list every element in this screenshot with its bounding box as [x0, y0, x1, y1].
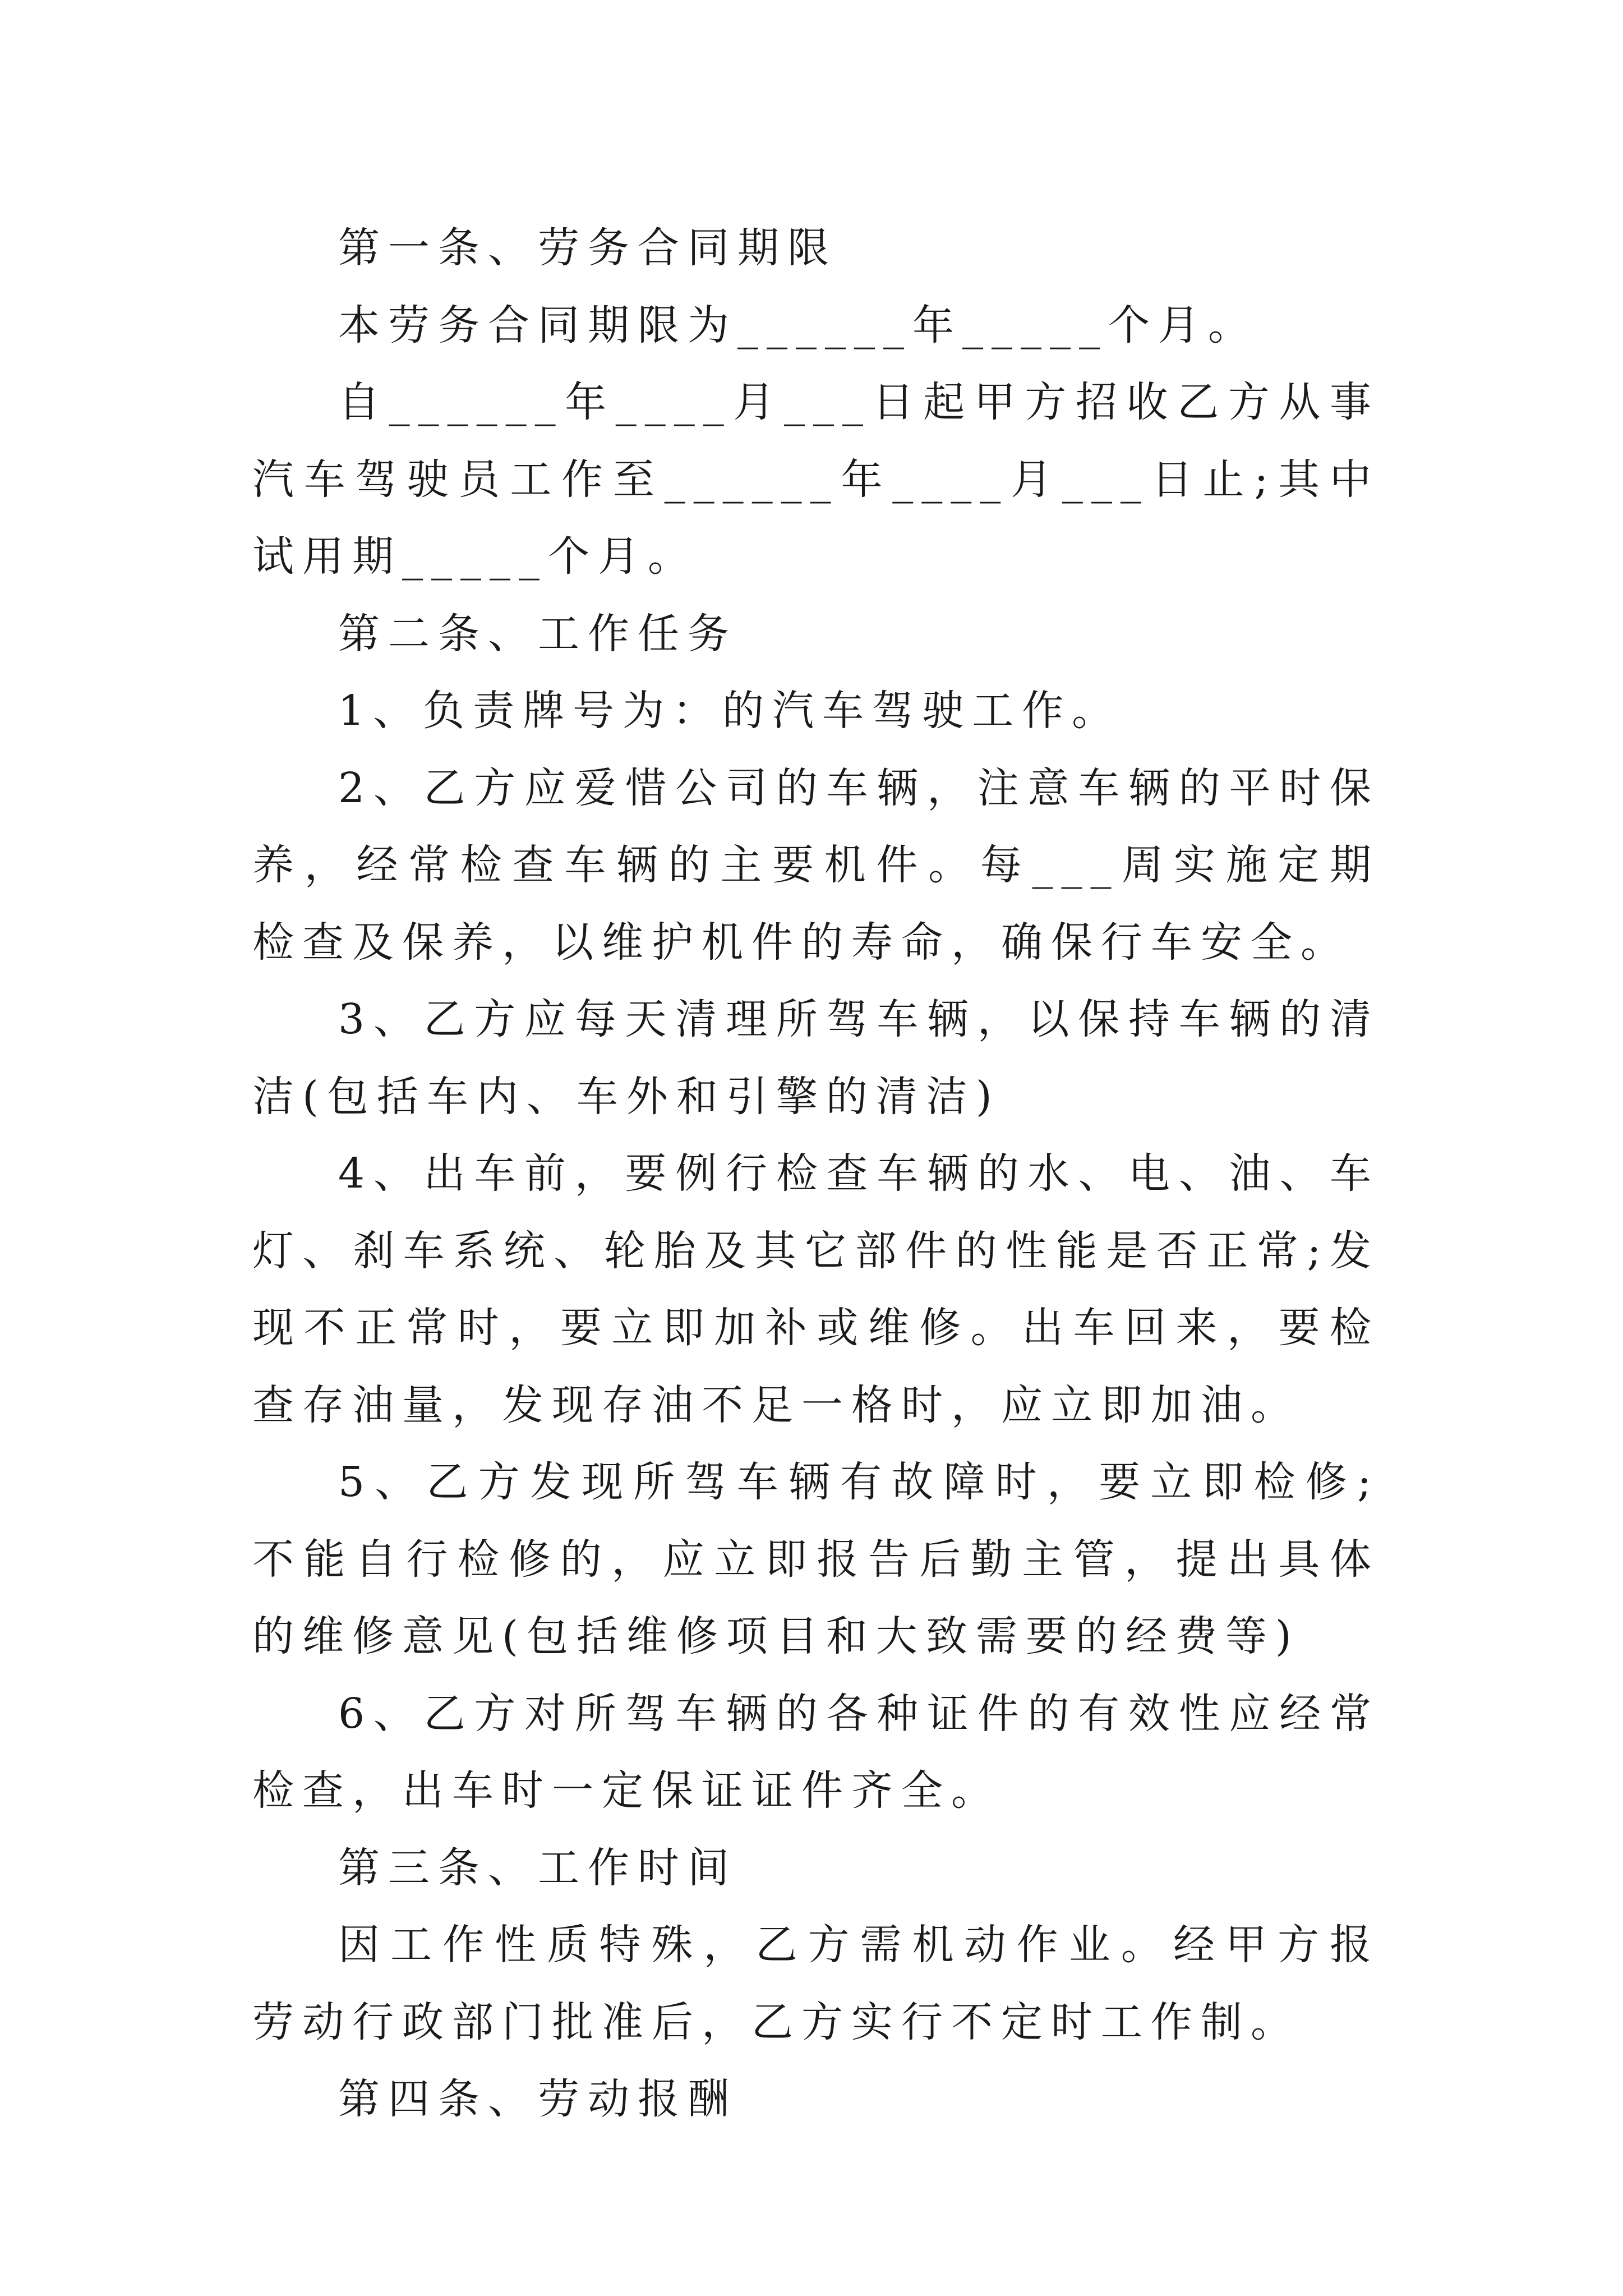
paragraph-term-length: 本劳务合同期限为______年_____个月。: [338, 301, 1258, 349]
duty-item-3: 3、乙方应每天清理所驾车辆，以保持车辆的清洁(包括车内、车外和引擎的清洁): [252, 995, 1380, 1121]
section-heading-hours: 第三条、工作时间: [338, 1843, 737, 1892]
duty-item-1: 1、负责牌号为：的汽车驾驶工作。: [338, 687, 1122, 735]
duty-item-4: 4、出车前，要例行检查车辆的水、电、油、车灯、刹车系统、轮胎及其它部件的性能是否正常;发现不正常时，要立即加补或维修。出车回来，要检查存油量，发现存油不足一格时，应立即加油。: [252, 1149, 1380, 1429]
duty-item-5: 5、乙方发现所驾车辆有故障时，要立即检修;不能自行检修的，应立即报告后勤主管，提出具体的维修意见(包括维修项目和大致需要的经费等): [252, 1458, 1380, 1660]
paragraph-hours: 因工作性质特殊，乙方需机动作业。经甲方报劳动行政部门批准后，乙方实行不定时工作制。: [252, 1921, 1380, 2046]
section-heading-pay: 第四条、劳动报酬: [338, 2075, 737, 2123]
section-heading-duties: 第二条、工作任务: [338, 609, 737, 658]
section-heading-term: 第一条、劳务合同期限: [338, 224, 837, 272]
document-body: [252, 210, 1380, 2138]
paragraph-term-dates: 自______年____月___日起甲方招收乙方从事汽车驾驶员工作至______年____月___日止;其中试用期_____个月。: [252, 378, 1380, 581]
duty-item-6: 6、乙方对所驾车辆的各种证件的有效性应经常检查，出车时一定保证证件齐全。: [252, 1689, 1380, 1815]
duty-item-2: 2、乙方应爱惜公司的车辆，注意车辆的平时保养，经常检查车辆的主要机件。每___周实施定期检查及保养，以维护机件的寿命，确保行车安全。: [252, 763, 1380, 967]
